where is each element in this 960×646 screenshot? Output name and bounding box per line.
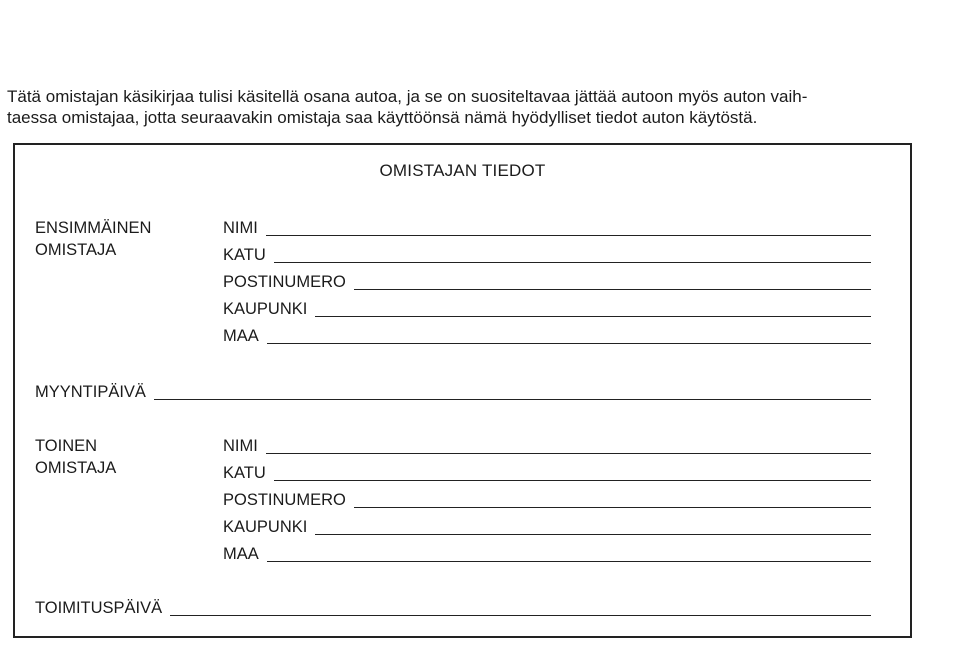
second-owner-name-line[interactable]	[266, 453, 871, 454]
second-owner-city-label: KAUPUNKI	[223, 518, 308, 536]
first-owner-label-line-1: ENSIMMÄINEN	[35, 219, 152, 237]
first-owner-street-field[interactable]	[223, 244, 871, 266]
second-owner-city-line[interactable]	[315, 534, 871, 535]
second-owner-label-line-1: TOINEN	[35, 437, 98, 455]
intro-paragraph	[7, 86, 952, 128]
second-owner-postcode-field[interactable]	[223, 489, 871, 511]
form-title: OMISTAJAN TIEDOT	[379, 161, 546, 180]
sale-date-label: MYYNTIPÄIVÄ	[35, 383, 146, 401]
first-owner-city-field[interactable]	[223, 298, 871, 320]
second-owner-country-line[interactable]	[267, 561, 871, 562]
first-owner-country-line[interactable]	[267, 343, 871, 344]
owner-info-form	[13, 143, 912, 638]
delivery-date-field[interactable]	[35, 597, 871, 619]
first-owner-street-line[interactable]	[274, 262, 871, 263]
second-owner-street-field[interactable]	[223, 462, 871, 484]
first-owner-name-line[interactable]	[266, 235, 871, 236]
delivery-date-label: TOIMITUSPÄIVÄ	[35, 599, 163, 617]
second-owner-name-field[interactable]	[223, 435, 871, 457]
second-owner-label	[35, 435, 116, 479]
sale-date-line[interactable]	[154, 399, 871, 400]
second-owner-postcode-line[interactable]	[354, 507, 871, 508]
second-owner-country-field[interactable]	[223, 543, 871, 565]
intro-line-2: taessa omistajaa, jotta seuraavakin omistaja saa käyttöönsä nämä hyödylliset tiedot auton käytöstä.	[7, 108, 758, 127]
second-owner-city-field[interactable]	[223, 516, 871, 538]
first-owner-name-field[interactable]	[223, 217, 871, 239]
first-owner-postcode-label: POSTINUMERO	[223, 273, 346, 291]
second-owner-postcode-label: POSTINUMERO	[223, 491, 346, 509]
second-owner-street-line[interactable]	[274, 480, 871, 481]
sale-date-field[interactable]	[35, 381, 871, 403]
first-owner-city-line[interactable]	[315, 316, 871, 317]
first-owner-country-field[interactable]	[223, 325, 871, 347]
second-owner-country-label: MAA	[223, 545, 259, 563]
delivery-date-line[interactable]	[170, 615, 871, 616]
second-owner-name-label: NIMI	[223, 437, 258, 455]
first-owner-postcode-line[interactable]	[354, 289, 871, 290]
first-owner-name-label: NIMI	[223, 219, 258, 237]
first-owner-country-label: MAA	[223, 327, 259, 345]
first-owner-label	[35, 217, 151, 261]
second-owner-street-label: KATU	[223, 464, 266, 482]
first-owner-postcode-field[interactable]	[223, 271, 871, 293]
intro-line-1: Tätä omistajan käsikirjaa tulisi käsitellä osana autoa, ja se on suositeltavaa jättää autoon myös auton vaih-	[7, 87, 808, 106]
first-owner-city-label: KAUPUNKI	[223, 300, 308, 318]
first-owner-label-line-2: OMISTAJA	[35, 241, 117, 259]
second-owner-label-line-2: OMISTAJA	[35, 459, 117, 477]
first-owner-street-label: KATU	[223, 246, 266, 264]
